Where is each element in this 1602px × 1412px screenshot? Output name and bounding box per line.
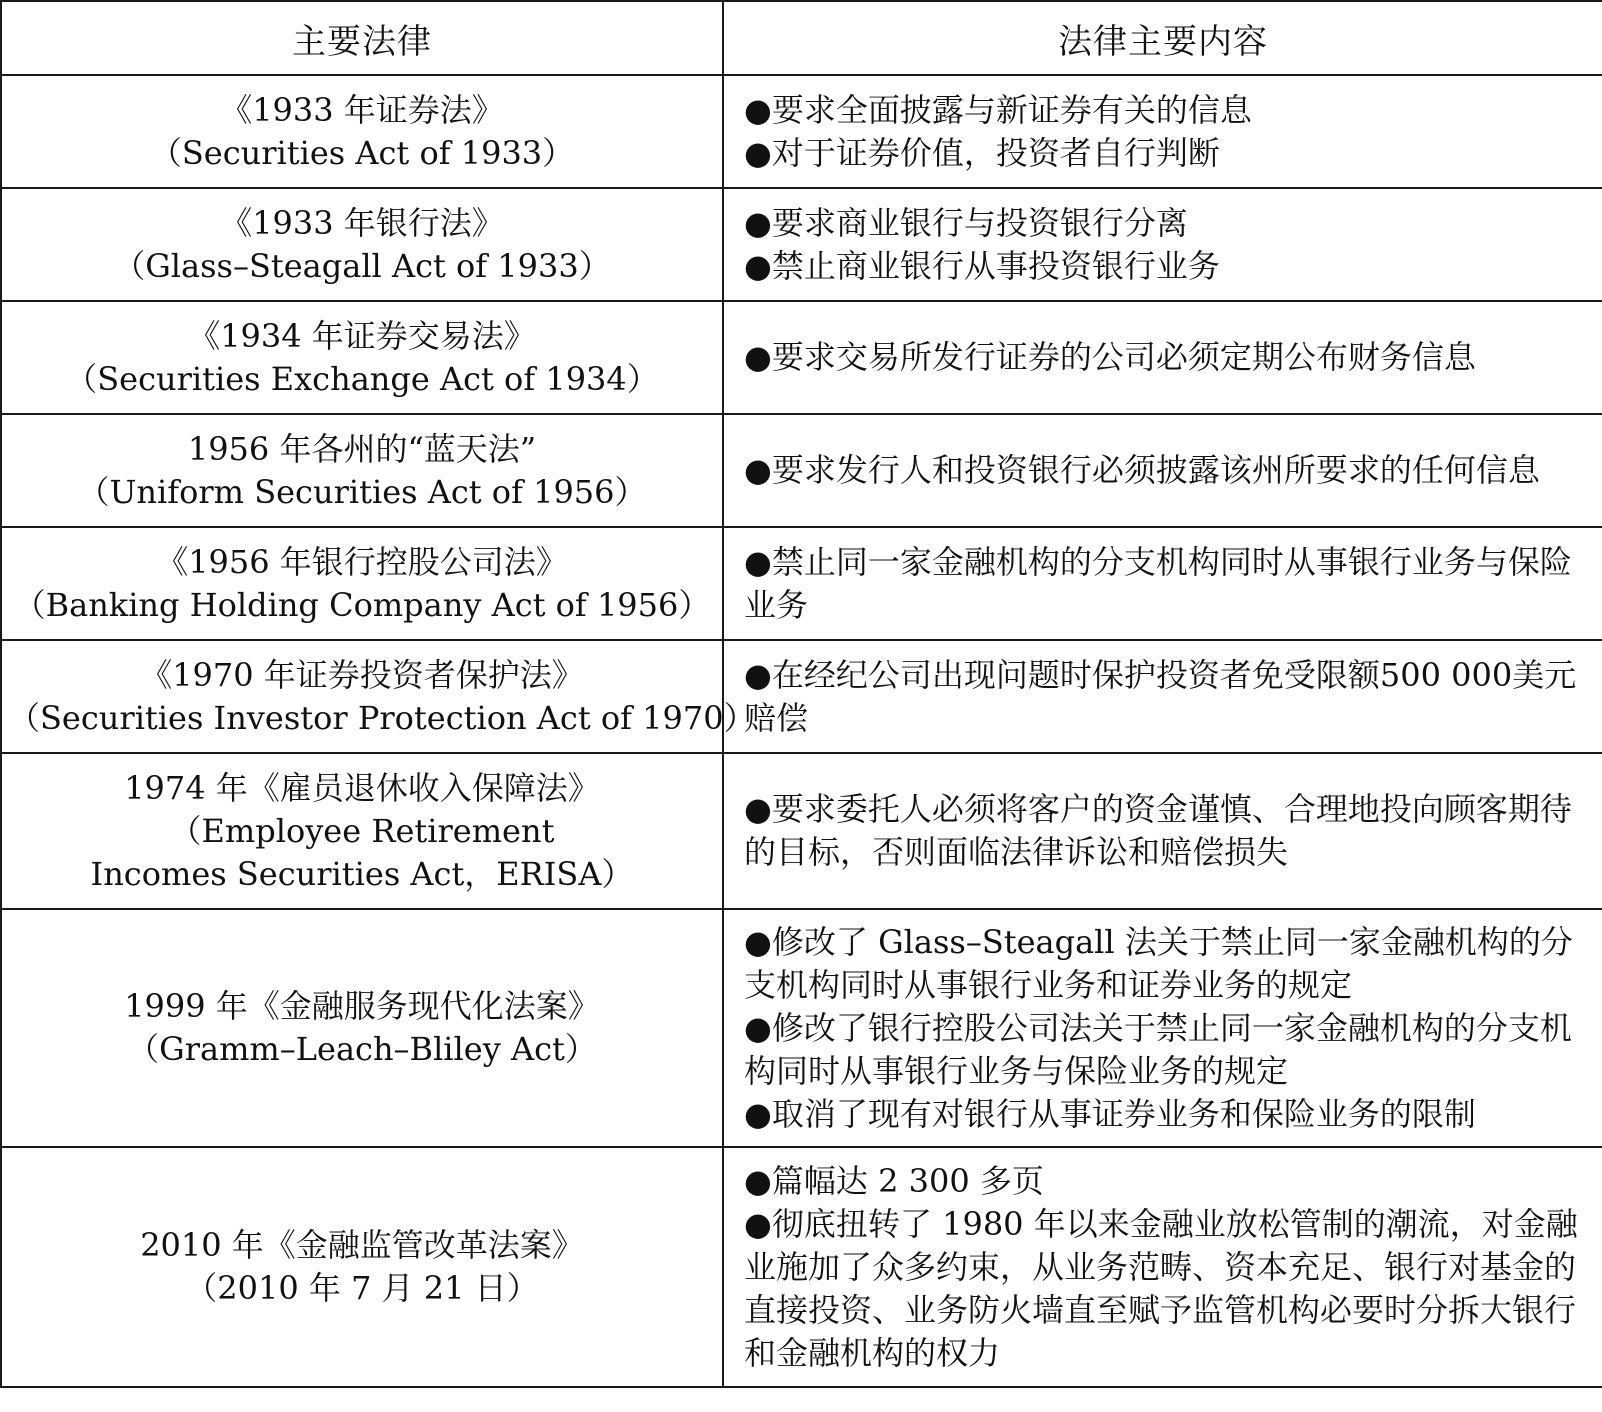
law-cell	[1, 527, 723, 640]
law-cell	[1, 640, 756, 753]
law-cell	[1, 753, 723, 909]
law-name-zh: 1999 年《金融服务现代化法案》	[124, 987, 600, 1025]
content-point: ●要求商业银行与投资银行分离	[744, 203, 1188, 242]
law-cell	[1, 1147, 723, 1387]
content-point: ●要求全面披露与新证券有关的信息	[744, 90, 1252, 129]
law-name-zh: 2010 年《金融监管改革法案》	[140, 1226, 584, 1264]
law-name-zh: 《1933 年银行法》	[220, 203, 504, 242]
table-row	[1, 753, 1602, 909]
content-point: ●要求发行人和投资银行必须披露该州所要求的任何信息	[744, 451, 1540, 489]
content-cell	[723, 753, 1602, 909]
law-name-en: （Glass–Steagall Act of 1933）	[113, 246, 611, 285]
content-point: ●在经纪公司出现问题时保护投资者免受限额500 000美元赔偿	[744, 655, 1577, 737]
table-row	[1, 188, 1602, 301]
content-point: ●要求交易所发行证券的公司必须定期公布财务信息	[744, 338, 1476, 376]
header-row	[1, 1, 1602, 75]
table-row	[1, 909, 1602, 1147]
content-cell	[723, 640, 1602, 753]
content-point: ●要求委托人必须将客户的资金谨慎、合理地投向顾客期待的目标，否则面临法律诉讼和赔偿损失	[744, 790, 1572, 871]
law-name-en: （Gramm–Leach–Bliley Act）	[127, 1030, 597, 1068]
law-name-en: （Securities Exchange Act of 1934）	[65, 359, 659, 398]
header-content: 法律主要内容	[723, 1, 1602, 75]
law-name-zh: 《1934 年证券交易法》	[188, 316, 536, 355]
law-name-zh: 《1956 年银行控股公司法》	[156, 542, 568, 581]
content-cell	[723, 527, 1602, 640]
law-name-en: （2010 年 7 月 21 日）	[185, 1269, 539, 1307]
law-name-zh: 《1933 年证券法》	[220, 90, 504, 129]
content-cell	[723, 414, 1602, 527]
table-row	[1, 75, 1602, 188]
content-point: ●彻底扭转了 1980 年以来金融业放松管制的潮流，对金融业施加了众多约束，从业务范畴、资本充足、银行对基金的直接投资、业务防火墙直至赋予监管机构必要时分拆大银行和金融机构的权力	[744, 1204, 1578, 1372]
header-law: 主要法律	[1, 1, 723, 75]
law-name-en: （Banking Holding Company Act of 1956）	[13, 585, 711, 624]
law-name-en: Incomes Securities Act，ERISA）	[90, 854, 634, 893]
law-name-zh: 1974 年《雇员退休收入保障法》	[124, 768, 600, 807]
law-name-zh: 《1970 年证券投资者保护法》	[140, 655, 584, 694]
table-row	[1, 301, 1602, 414]
table-row	[1, 414, 1602, 527]
law-cell	[1, 301, 723, 414]
law-cell	[1, 75, 723, 188]
content-cell	[723, 1147, 1602, 1387]
content-point: ●篇幅达 2 300 多页	[744, 1161, 1044, 1200]
content-point: ●修改了 Glass–Steagall 法关于禁止同一家金融机构的分支机构同时从事银行业务和证券业务的规定	[744, 922, 1573, 1004]
content-point: ●禁止商业银行从事投资银行业务	[744, 246, 1220, 285]
content-cell	[723, 75, 1602, 188]
law-name-en: （Employee Retirement	[169, 811, 555, 850]
content-cell	[723, 301, 1602, 414]
law-cell	[1, 414, 723, 527]
table-row	[1, 1147, 1602, 1387]
table-row	[1, 640, 1602, 753]
content-point: ●修改了银行控股公司法关于禁止同一家金融机构的分支机构同时从事银行业务与保险业务的规定	[744, 1008, 1572, 1090]
law-cell	[1, 909, 723, 1147]
law-cell	[1, 188, 723, 301]
law-name-zh: 1956 年各州的“蓝天法”	[187, 429, 537, 468]
law-name-en: （Securities Act of 1933）	[149, 133, 575, 172]
content-point: ●禁止同一家金融机构的分支机构同时从事银行业务与保险业务	[744, 542, 1572, 624]
content-cell	[723, 909, 1602, 1147]
content-cell	[723, 188, 1602, 301]
law-name-en: （Uniform Securities Act of 1956）	[77, 472, 647, 511]
content-point: ●对于证券价值，投资者自行判断	[744, 133, 1220, 172]
law-name-en: （Securities Investor Protection Act of 1970）	[8, 698, 756, 737]
table-row	[1, 527, 1602, 640]
content-point: ●取消了现有对银行从事证券业务和保险业务的限制	[744, 1094, 1476, 1133]
